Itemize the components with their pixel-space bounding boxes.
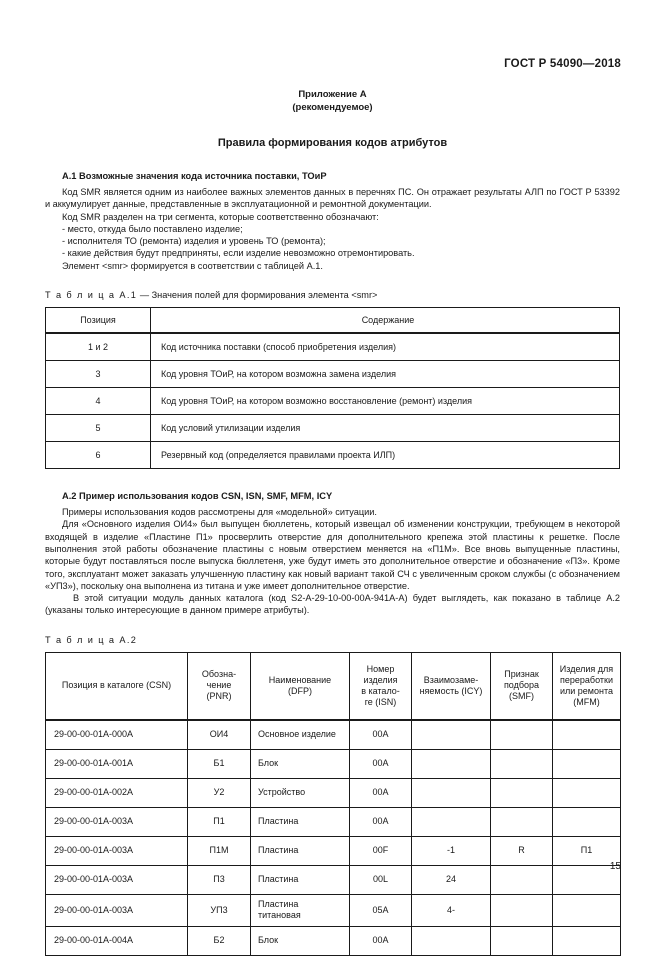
table-a1-cell-content: Код источника поставки (способ приобретения изделия): [151, 333, 620, 361]
section-a1-heading: А.1 Возможные значения кода источника поставки, ТОиР: [62, 171, 327, 181]
table-a2-cell-icy: -1: [412, 836, 491, 865]
table-row: [46, 807, 621, 836]
table-a1-cell-content: Код уровня ТОиР, на котором возможна замена изделия: [151, 361, 620, 388]
table-a2-cell-pnr: У2: [188, 778, 251, 807]
table-a2-col-isn-line: изделия: [363, 674, 398, 685]
table-a2-cell-dfp: Пластина: [251, 807, 350, 836]
table-a2-col-pnr-line: Обозна-: [201, 669, 237, 680]
table-a2-cell-isn: 00А: [350, 926, 412, 955]
table-a2-cell-smf: [491, 778, 553, 807]
table-a2-cell-smf: [491, 926, 553, 955]
table-a2-col-icy: [412, 652, 491, 720]
table-row: [46, 865, 621, 894]
table-a2-body: [46, 720, 621, 956]
table-a2-cell-pnr: П3: [188, 865, 251, 894]
table-a2-col-csn: [46, 652, 188, 720]
table-a2-col-csn-line: Позиция в каталоге (CSN): [61, 680, 172, 691]
annex-title: Приложение А: [298, 89, 367, 100]
section-a1-paragraph-2: Код SMR разделен на три сегмента, которые соответственно обозначают:: [62, 211, 379, 222]
table-a2-cell-icy: 24: [412, 865, 491, 894]
table-a2-col-mfm-line: (MFM): [573, 696, 600, 707]
table-a2-cell-dfp: Пластина: [251, 836, 350, 865]
table-a1-caption-label: Т а б л и ц а А.1: [45, 290, 138, 301]
table-a2-col-mfm-line: переработки: [560, 674, 613, 685]
section-a2-heading: А.2 Пример использования кодов CSN, ISN, SMF, MFM, ICY: [62, 491, 333, 502]
table-a2-cell-csn: 29-00-00-01A-003A: [46, 836, 188, 865]
table-a2-caption: Т а б л и ц а А.2: [45, 634, 138, 645]
table-row: [46, 894, 621, 926]
table-a1-caption: [45, 290, 620, 300]
table-a1-body: [46, 333, 620, 469]
table-a2-col-dfp-line: (DFP): [288, 685, 312, 696]
table-a2-cell-csn: 29-00-00-01A-003A: [46, 865, 188, 894]
table-row: [46, 361, 620, 388]
page-number: 15: [609, 861, 621, 872]
page-content: [45, 88, 620, 956]
section-a2-paragraph-3: В этой ситуации модуль данных каталога (код S2-A-29-10-00-00A-941A-A) будет выглядеть, как показано в таблице А.2 (указаны только интересующие в данном примере атрибуты).: [45, 593, 620, 616]
table-a1-cell-content: Резервный код (определяется правилами проекта ИЛП): [151, 442, 620, 469]
table-a2-cell-csn: 29-00-00-01A-000A: [46, 720, 188, 750]
table-a2-cell-mfm: [553, 807, 621, 836]
table-a2-cell-icy: 4-: [412, 894, 491, 926]
table-a2-cell-mfm: [553, 894, 621, 926]
table-a2-col-isn-line: ге (ISN): [364, 696, 397, 707]
table-a2-cell-icy: [412, 720, 491, 750]
table-a2-header-row: [46, 652, 621, 720]
table-a2-cell-mfm: [553, 749, 621, 778]
section-a1-list-item-1: - место, откуда было поставлено изделие;: [62, 223, 243, 234]
table-a2-cell-dfp: Блок: [251, 749, 350, 778]
table-a2-col-smf: [491, 652, 553, 720]
table-a1-header-row: [46, 308, 620, 334]
table-a2-col-smf-line: подбора: [503, 680, 540, 691]
table-row: [46, 836, 621, 865]
table-a2-cell-dfp: Устройство: [251, 778, 350, 807]
table-a2-cell-pnr: Б2: [188, 926, 251, 955]
table-a2-col-dfp: [251, 652, 350, 720]
table-a2-cell-icy: [412, 778, 491, 807]
table-a2-cell-isn: 00L: [350, 865, 412, 894]
table-a2-col-mfm-line: Изделия для: [559, 663, 614, 674]
table-a2-cell-isn: 00А: [350, 720, 412, 750]
table-a1-col-content: Содержание: [151, 308, 620, 334]
table-row: [46, 388, 620, 415]
table-a1-col-position: Позиция: [46, 308, 151, 334]
table-a2-cell-smf: [491, 720, 553, 750]
table-a2-cell-dfp: Пластина титановая: [251, 894, 350, 926]
table-a2-cell-mfm: [553, 720, 621, 750]
table-a2-cell-smf: [491, 865, 553, 894]
table-a2-cell-smf: R: [491, 836, 553, 865]
table-a2-col-pnr-line: (PNR): [206, 691, 232, 702]
table-a2-cell-pnr: П1М: [188, 836, 251, 865]
table-a1-cell-position: 3: [46, 361, 151, 388]
table-a1-cell-position: 1 и 2: [46, 333, 151, 361]
table-a2-cell-csn: 29-00-00-01A-001A: [46, 749, 188, 778]
table-a2-cell-csn: 29-00-00-01A-003A: [46, 894, 188, 926]
table-a2-col-smf-line: Признак: [504, 669, 539, 680]
table-a2-cell-csn: 29-00-00-01A-002A: [46, 778, 188, 807]
table-a2-col-isn-line: Номер: [366, 663, 395, 674]
table-a2-cell-isn: 00А: [350, 778, 412, 807]
table-a2-col-mfm-line: или ремонта: [559, 685, 613, 696]
table-row: [46, 749, 621, 778]
table-a2-col-icy-line: Взаимозаме-: [423, 674, 479, 685]
table-a2-cell-pnr: Б1: [188, 749, 251, 778]
section-a1-paragraph-1: Код SMR является одним из наиболее важных элементов данных в перечнях ПС. Он отражает результаты АЛП по ГОСТ Р 53392 и аккумулирует данные, представленные в эксплуатационной и ремонтной документации.: [45, 187, 620, 210]
table-a2-cell-smf: [491, 749, 553, 778]
table-a1-cell-content: Код уровня ТОиР, на котором возможно восстановление (ремонт) изделия: [151, 388, 620, 415]
table-a2: [45, 652, 621, 956]
table-a2-cell-icy: [412, 926, 491, 955]
table-a2-cell-pnr: УП3: [188, 894, 251, 926]
table-a2-cell-icy: [412, 807, 491, 836]
table-a2-cell-dfp: Пластина: [251, 865, 350, 894]
section-a2-paragraph-2: Для «Основного изделия ОИ4» был выпущен бюллетень, который извещал об изменении конструкции, требующем в некоторой входящей в изделие «Пластине П1» просверлить отверстие для дополнительного крепежа этой пластины к решетке. После выполнения этой работы обозначение пластины с новым отверстием меняется на «П1М». Все вновь выпущенные пластины, которые будут поставляться после выпуска бюллетеня, уже будут иметь это дополнительное отверстие и обозначение «П3». Кроме того, эксплуатант может заказать улучшенную пластину как новый вариант такой СЧ с увеличенным сроком службы (с обозначением «УП3»), поскольку она выполнена из титана и уже имеет дополнительное отверстие.: [45, 519, 620, 591]
table-a2-cell-smf: [491, 807, 553, 836]
table-a2-col-smf-line: (SMF): [509, 691, 534, 702]
standard-header: ГОСТ Р 54090—2018: [504, 58, 621, 70]
table-a1-cell-content: Код условий утилизации изделия: [151, 415, 620, 442]
table-row: [46, 415, 620, 442]
table-a1-caption-rest: — Значения полей для формирования элемента <smr>: [137, 290, 378, 301]
table-a2-cell-mfm: [553, 926, 621, 955]
table-a2-cell-icy: [412, 749, 491, 778]
table-a2-cell-isn: 00А: [350, 807, 412, 836]
section-a1-list-item-3: - какие действия будут предприняты, если изделие невозможно отремонтировать.: [62, 248, 415, 259]
table-a2-col-pnr: [188, 652, 251, 720]
annex-heading: Правила формирования кодов атрибутов: [217, 137, 448, 149]
table-a2-col-isn-line: в катало-: [361, 685, 400, 696]
table-a2-cell-isn: 00А: [350, 749, 412, 778]
table-a2-col-isn: [350, 652, 412, 720]
table-row: [46, 333, 620, 361]
table-a2-cell-mfm: [553, 778, 621, 807]
table-row: [46, 442, 620, 469]
section-a1-list-item-2: - исполнителя ТО (ремонта) изделия и уровень ТО (ремонта);: [62, 236, 326, 247]
table-a2-cell-dfp: Блок: [251, 926, 350, 955]
table-a1: [45, 307, 620, 469]
table-row: [46, 778, 621, 807]
table-a2-cell-csn: 29-00-00-01A-003A: [46, 807, 188, 836]
table-a2-cell-isn: 05А: [350, 894, 412, 926]
table-a2-col-mfm: [553, 652, 621, 720]
table-a2-cell-csn: 29-00-00-01A-004A: [46, 926, 188, 955]
table-a2-col-icy-line: няемость (ICY): [419, 685, 483, 696]
table-a1-cell-position: 6: [46, 442, 151, 469]
annex-subtitle: (рекомендуемое): [292, 102, 373, 113]
table-a2-cell-pnr: ОИ4: [188, 720, 251, 750]
table-a2-cell-pnr: П1: [188, 807, 251, 836]
table-a2-cell-mfm: П1: [553, 836, 621, 865]
table-row: [46, 720, 621, 750]
table-a2-cell-isn: 00F: [350, 836, 412, 865]
table-a2-cell-smf: [491, 894, 553, 926]
section-a1-closing: Элемент <smr> формируется в соответствии с таблицей А.1.: [62, 260, 323, 271]
table-a2-col-dfp-line: Наименование: [268, 674, 332, 685]
table-a1-cell-position: 4: [46, 388, 151, 415]
table-row: [46, 926, 621, 955]
table-a1-cell-position: 5: [46, 415, 151, 442]
table-a2-col-pnr-line: чение: [206, 680, 232, 691]
section-a2-paragraph-1: Примеры использования кодов рассмотрены для «модельной» ситуации.: [62, 507, 377, 518]
table-a2-cell-dfp: Основное изделие: [251, 720, 350, 750]
